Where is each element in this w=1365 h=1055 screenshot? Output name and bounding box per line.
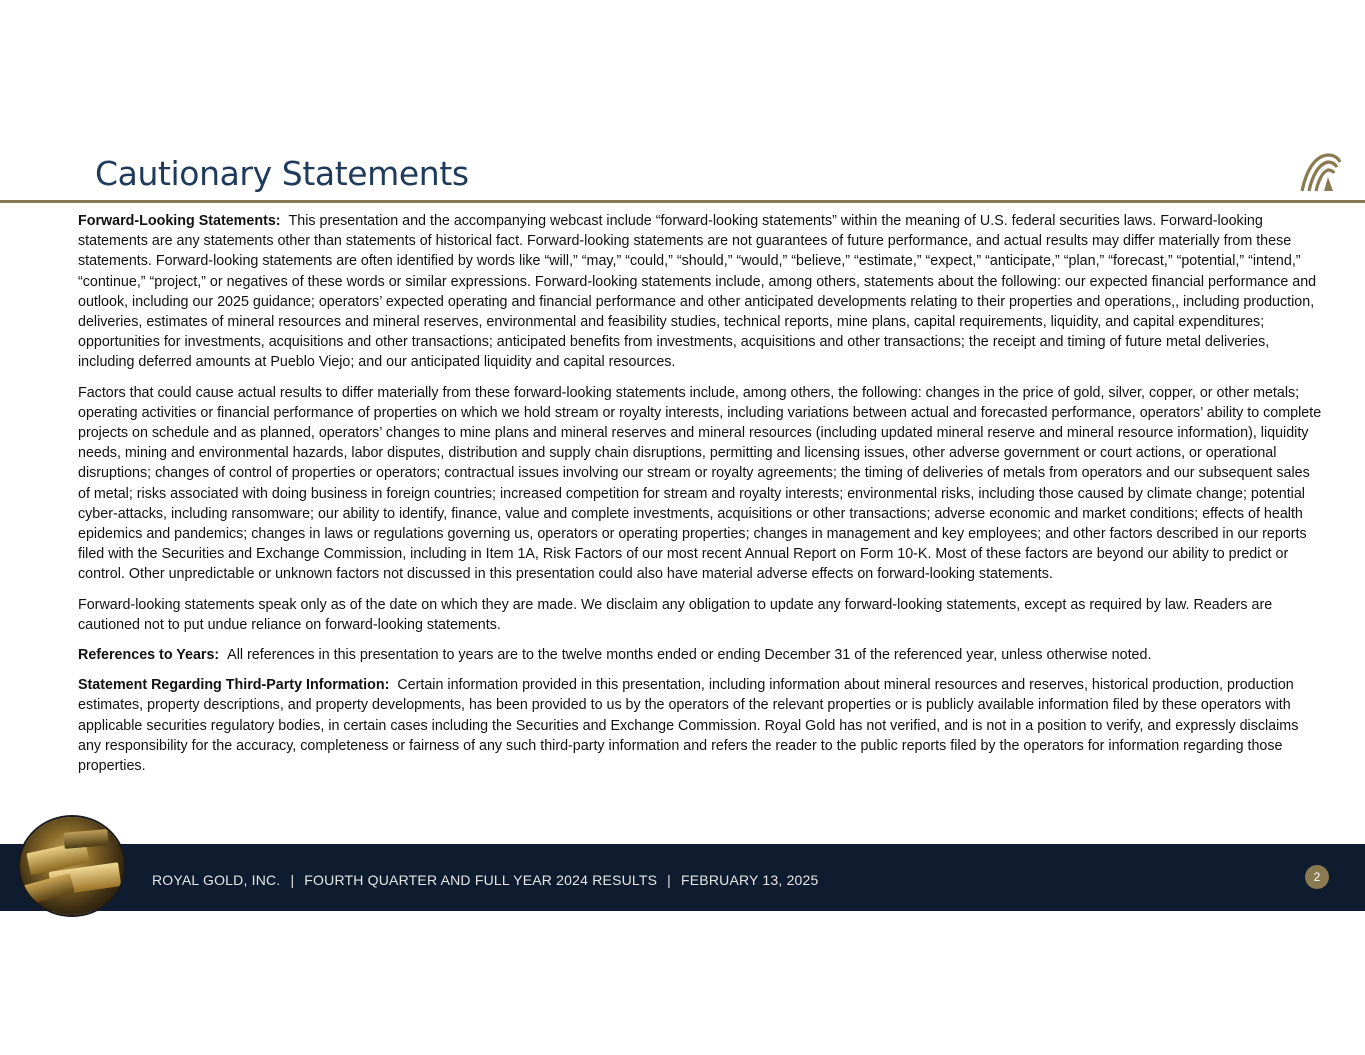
footer-company: ROYAL GOLD, INC. xyxy=(152,872,281,888)
text-third-party: Certain information provided in this presentation, including information about mineral resources and reserves, historical production, production estimates, property descriptions, and property developments, has been provided to us by the operators of the relevant properties or is publicly available information filed by these operators with applicable securities regulatory bodies, in certain cases including the Securities and Exchange Commission. Royal Gold has not verified, and is not in a position to verify, and expressly disclaims any responsibility for the accuracy, completeness or fairness of any such third-party information and refers the reader to the public reports filed by the operators for information regarding those properties. xyxy=(78,677,1299,775)
title-divider xyxy=(0,200,1365,203)
footer-text xyxy=(152,872,819,888)
heading-years: References to Years: xyxy=(78,647,220,664)
text-speak-only: Forward-looking statements speak only as of the date on which they are made. We disclaim any obligation to update any forward-looking statements, except as required by law. Readers are cautioned not to put undue reliance on forward-looking statements. xyxy=(78,596,1273,633)
paragraph-factors xyxy=(78,383,1323,585)
paragraph-third-party xyxy=(78,675,1323,776)
heading-third-party: Statement Regarding Third-Party Information: xyxy=(78,677,390,694)
page-title: Cautionary Statements xyxy=(95,154,469,193)
footer-separator: | xyxy=(290,872,295,888)
heading-forward-looking: Forward-Looking Statements: xyxy=(78,213,281,229)
page-number-badge: 2 xyxy=(1305,865,1329,889)
footer-separator: | xyxy=(667,872,671,888)
paragraph-forward-looking xyxy=(78,211,1323,373)
paragraph-years xyxy=(78,645,1323,665)
royal-gold-logo-icon xyxy=(1300,152,1342,192)
body-text xyxy=(78,211,1323,786)
text-forward-looking: This presentation and the accompanying webcast include “forward-looking statements” within the meaning of U.S. federal securities laws. Forward-looking statements are any statements other than statements of historical fact. Forward-looking statements are not guarantees of future performance, and actual results may differ materially from these statements. Forward-looking statements are often identified by words like “will,” “may,” “could,” “should,” “would,” “believe,” “estimate,” “expect,” “anticipate,” “plan,” “forecast,” “potential,” “intend,” “continue,” “project,” or negatives of these words or similar expressions. Forward-looking statements include, among others, statements about the following: our expected financial performance and outlook, including our 2025 guidance; operators’ expected operating and financial performance and other anticipated developments relating to their properties and operations,, including production, deliveries, estimates of mineral resources and mineral reserves, environmental and feasibility studies, technical reports, mine plans, capital requirements, liquidity, and capital expenditures; opportunities for investments, acquisitions and other transactions; anticipated benefits from investments, acquisitions and other transactions; the receipt and timing of future metal deliveries, including deferred amounts at Pueblo Viejo; and our anticipated liquidity and capital resources. xyxy=(78,213,1317,371)
text-years: All references in this presentation to years are to the twelve months ended or ending December 31 of the referenced year, unless otherwise noted. xyxy=(227,647,1152,664)
footer-report: FOURTH QUARTER AND FULL YEAR 2024 RESULTS xyxy=(304,872,658,888)
gold-bars-photo-icon xyxy=(20,817,124,915)
footer-date: FEBRUARY 13, 2025 xyxy=(681,872,819,888)
text-factors: Factors that could cause actual results to differ materially from these forward-looking statements include, among others, the following: changes in the price of gold, silver, copper, or other metals; operating activities or financial performance of properties on which we hold stream or royalty interests, including variations between actual and forecasted performance, operators’ ability to complete projects on schedule and as planned, operators’ changes to mine plans and mineral reserves and mineral resources (including updated mineral reserve and mineral resource information), liquidity needs, mining and environmental hazards, labor disputes, distribution and supply chain disruptions, permitting and licensing issues, other adverse government or court actions, or operational disruptions; changes of control of properties or operators; contractual issues involving our stream or royalty agreements; the timing of deliveries of metals from operators and our subsequent sales of metal; risks associated with doing business in foreign countries; increased competition for stream and royalty interests; environmental risks, including those caused by climate change; potential cyber-attacks, including ransomware; our ability to identify, finance, value and complete investments, acquisitions or other transactions; adverse economic and market conditions; effects of health epidemics and pandemics; changes in laws or regulations governing us, operators or operating properties; changes in management and key employees; and other factors described in our reports filed with the Securities and Exchange Commission, including in Item 1A, Risk Factors of our most recent Annual Report on Form 10-K. Most of these factors are beyond our ability to predict or control. Other unpredictable or unknown factors not discussed in this presentation could also have material adverse effects on forward-looking statements. xyxy=(78,384,1322,583)
paragraph-speak-only xyxy=(78,595,1323,635)
